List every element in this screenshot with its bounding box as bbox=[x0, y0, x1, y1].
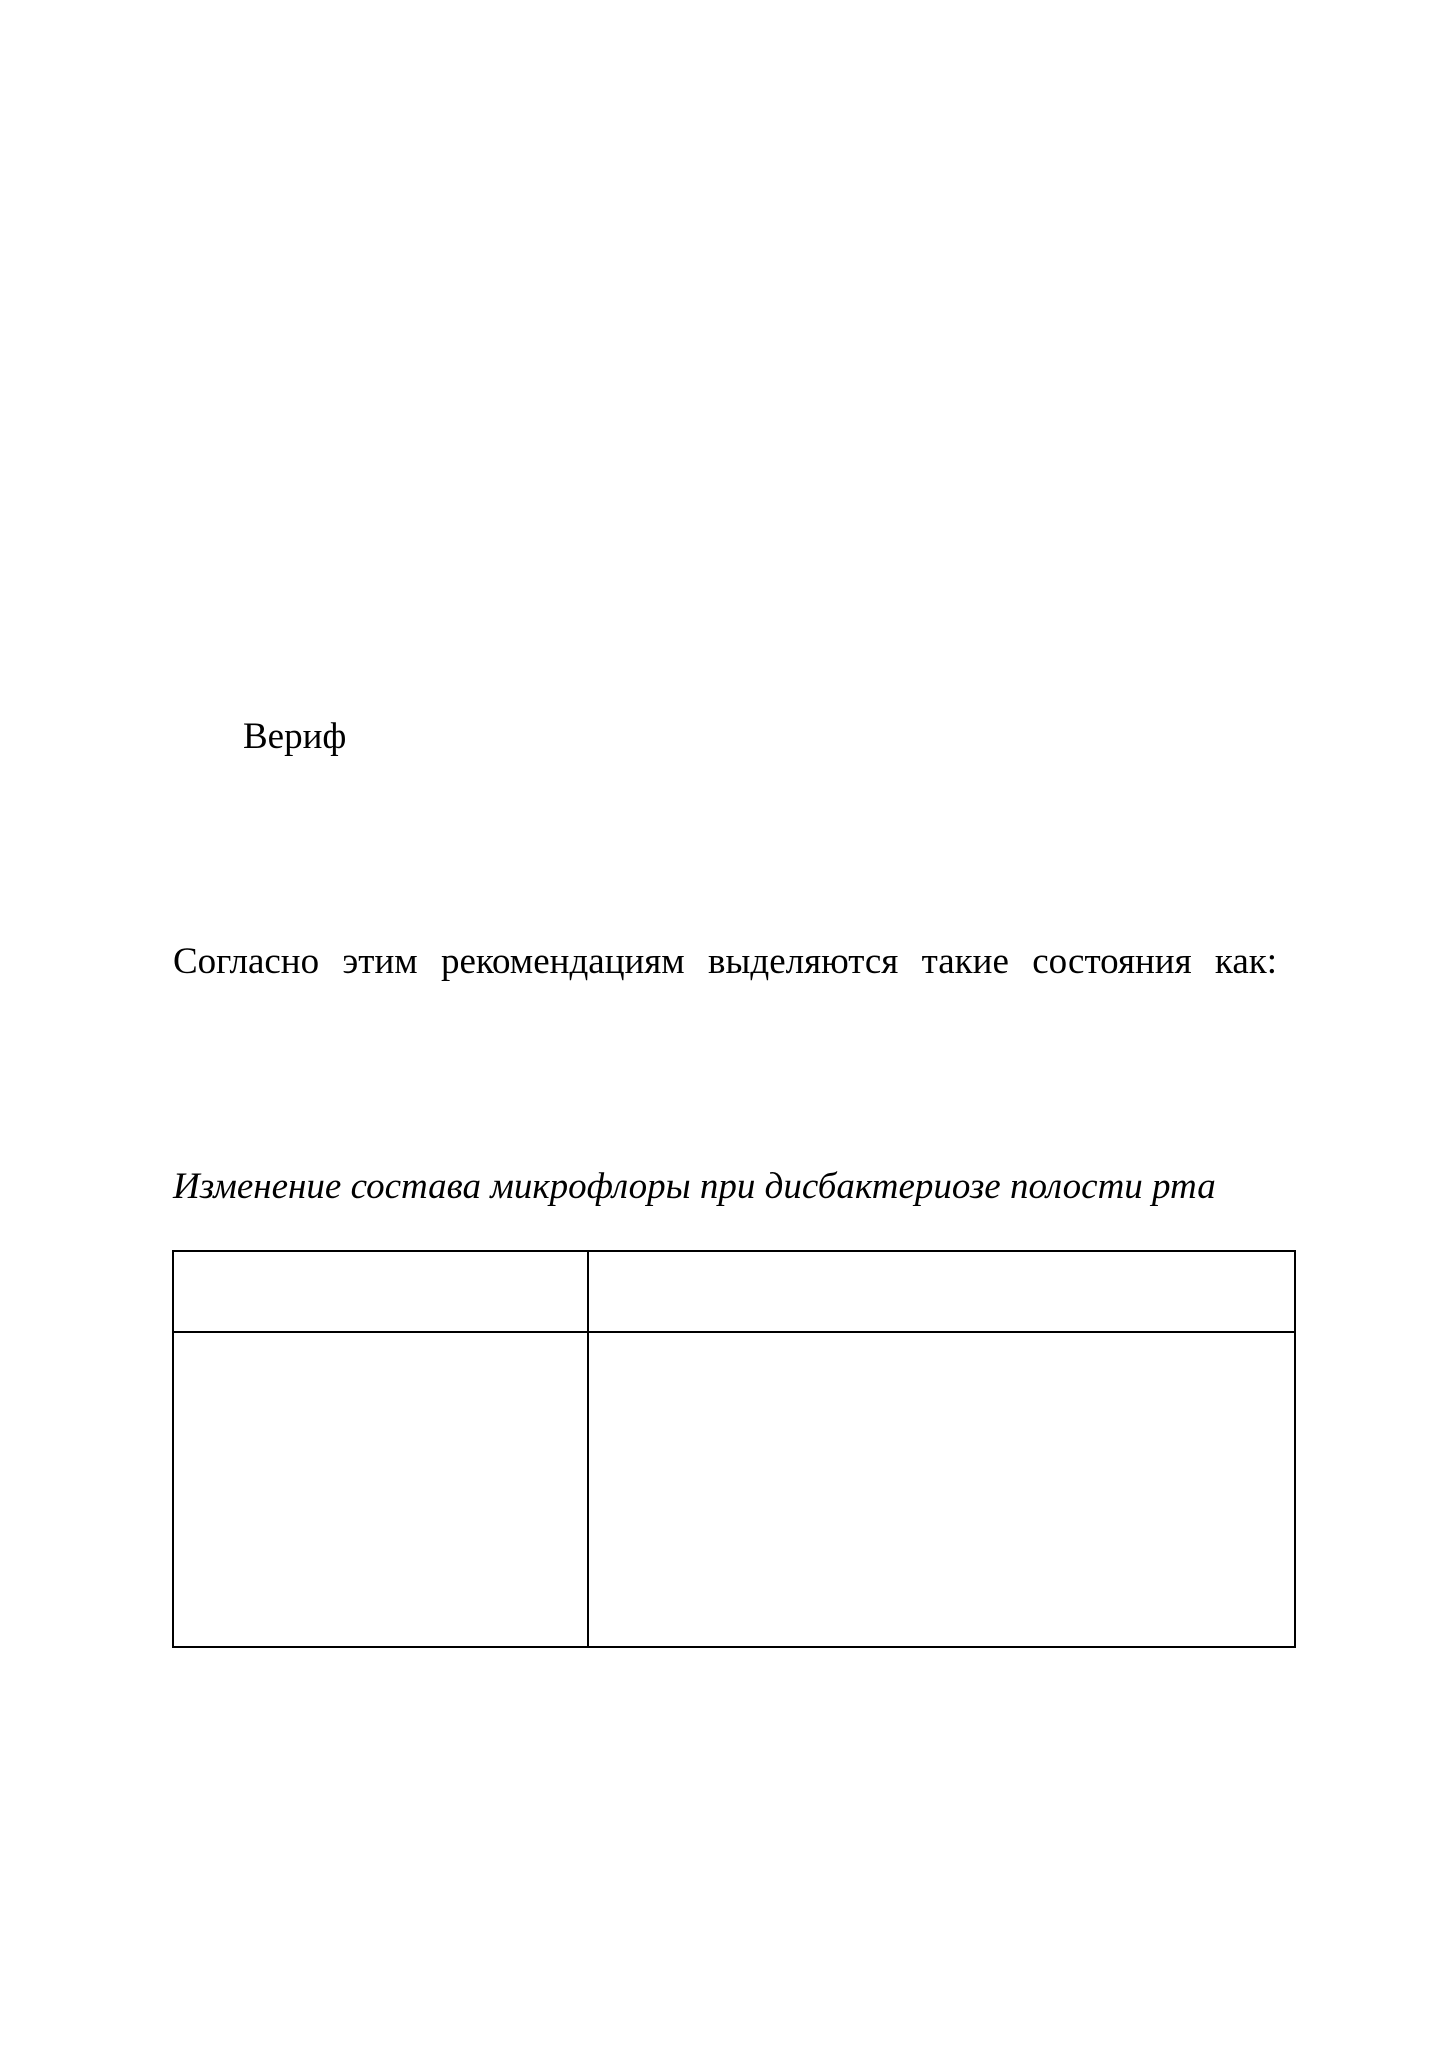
table-cell bbox=[173, 1332, 588, 1647]
table-caption: Изменение состава микрофлоры при дисбактериозе полости рта bbox=[173, 1166, 1216, 1207]
table-cell bbox=[173, 1251, 588, 1332]
body-paragraph: Согласно этим рекомендациям выделяются такие состояния как: bbox=[173, 941, 1277, 982]
microflora-table bbox=[172, 1250, 1296, 1648]
table-cell bbox=[588, 1332, 1295, 1647]
text-fragment: Вериф bbox=[243, 716, 347, 757]
table-row bbox=[173, 1332, 1295, 1647]
table-cell bbox=[588, 1251, 1295, 1332]
table-header-row bbox=[173, 1251, 1295, 1332]
